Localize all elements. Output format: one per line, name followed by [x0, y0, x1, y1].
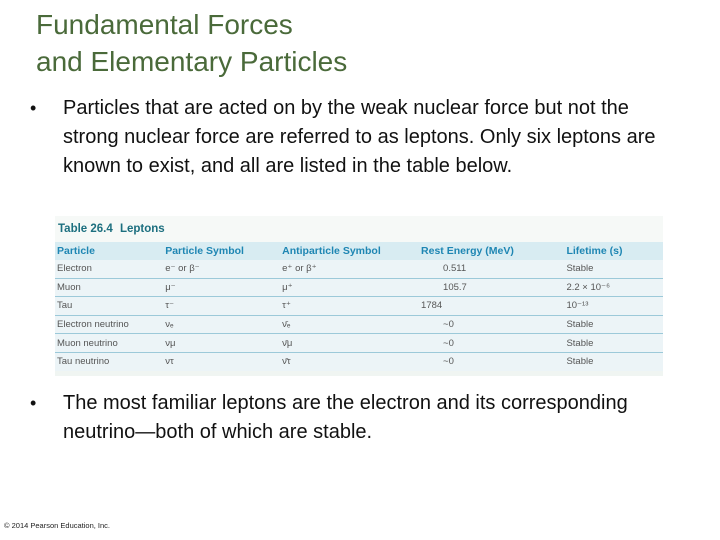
copyright-footer: © 2014 Pearson Education, Inc. — [4, 521, 111, 530]
bullet-dot: • — [30, 98, 37, 118]
header-particle: Particle — [55, 242, 163, 260]
table-row — [55, 315, 663, 334]
cell-rest-energy: ~0 — [419, 334, 564, 353]
cell-particle-symbol: τ⁻ — [163, 297, 280, 316]
bullet-dot: • — [30, 393, 37, 413]
slide-title-line1: Fundamental Forces — [36, 9, 293, 40]
table-row — [55, 334, 663, 353]
table-row — [55, 278, 663, 297]
cell-particle-symbol: e⁻ or β⁻ — [163, 260, 280, 278]
cell-particle: Electron — [55, 260, 163, 278]
cell-antiparticle-symbol: ν̄ₑ — [280, 315, 419, 334]
cell-particle-symbol: νₑ — [163, 315, 280, 334]
slide-title-line2: and Elementary Particles — [36, 46, 348, 77]
table-caption — [55, 216, 663, 242]
slide-title — [36, 6, 696, 80]
header-antiparticle-symbol: Antiparticle Symbol — [280, 242, 419, 260]
table-row — [55, 352, 663, 370]
cell-particle: Muon — [55, 278, 163, 297]
cell-particle: Tau — [55, 297, 163, 316]
cell-particle-symbol: ντ — [163, 352, 280, 370]
cell-lifetime: Stable — [564, 260, 663, 278]
cell-rest-energy: ~0 — [419, 315, 564, 334]
table-header-row — [55, 242, 663, 260]
cell-particle: Muon neutrino — [55, 334, 163, 353]
bullet-leptons-definition — [30, 94, 670, 181]
cell-lifetime: Stable — [564, 315, 663, 334]
cell-particle: Electron neutrino — [55, 315, 163, 334]
header-particle-symbol: Particle Symbol — [163, 242, 280, 260]
cell-particle: Tau neutrino — [55, 352, 163, 370]
table-caption-name: Leptons — [119, 223, 165, 235]
cell-rest-energy: 105.7 — [419, 278, 564, 297]
cell-rest-energy: 1784 — [419, 297, 564, 316]
cell-antiparticle-symbol: τ⁺ — [280, 297, 419, 316]
header-lifetime: Lifetime (s) — [564, 242, 663, 260]
cell-antiparticle-symbol: e⁺ or β⁺ — [280, 260, 419, 278]
cell-antiparticle-symbol: ν̄τ — [280, 352, 419, 370]
cell-particle-symbol: νμ — [163, 334, 280, 353]
cell-rest-energy: 0.511 — [419, 260, 564, 278]
leptons-table — [55, 242, 663, 371]
table-caption-label: Table 26.4 — [58, 223, 113, 235]
cell-antiparticle-symbol: ν̄μ — [280, 334, 419, 353]
cell-lifetime: Stable — [564, 352, 663, 370]
cell-rest-energy: ~0 — [419, 352, 564, 370]
bullet-text: The most familiar leptons are the electron and its corresponding neutrino—both of which are stable. — [63, 392, 628, 443]
cell-lifetime: Stable — [564, 334, 663, 353]
cell-lifetime: 2.2 × 10⁻⁶ — [564, 278, 663, 297]
cell-lifetime: 10⁻¹³ — [564, 297, 663, 316]
cell-particle-symbol: μ⁻ — [163, 278, 280, 297]
table-row — [55, 297, 663, 316]
header-rest-energy: Rest Energy (MeV) — [419, 242, 564, 260]
leptons-table-figure — [55, 216, 663, 376]
cell-antiparticle-symbol: μ⁺ — [280, 278, 419, 297]
bullet-text: Particles that are acted on by the weak nuclear force but not the strong nuclear force are referred to as leptons. Only six leptons are known to exist, and all are listed in the table below. — [63, 97, 656, 177]
bullet-familiar-leptons — [30, 389, 670, 447]
table-row — [55, 260, 663, 278]
